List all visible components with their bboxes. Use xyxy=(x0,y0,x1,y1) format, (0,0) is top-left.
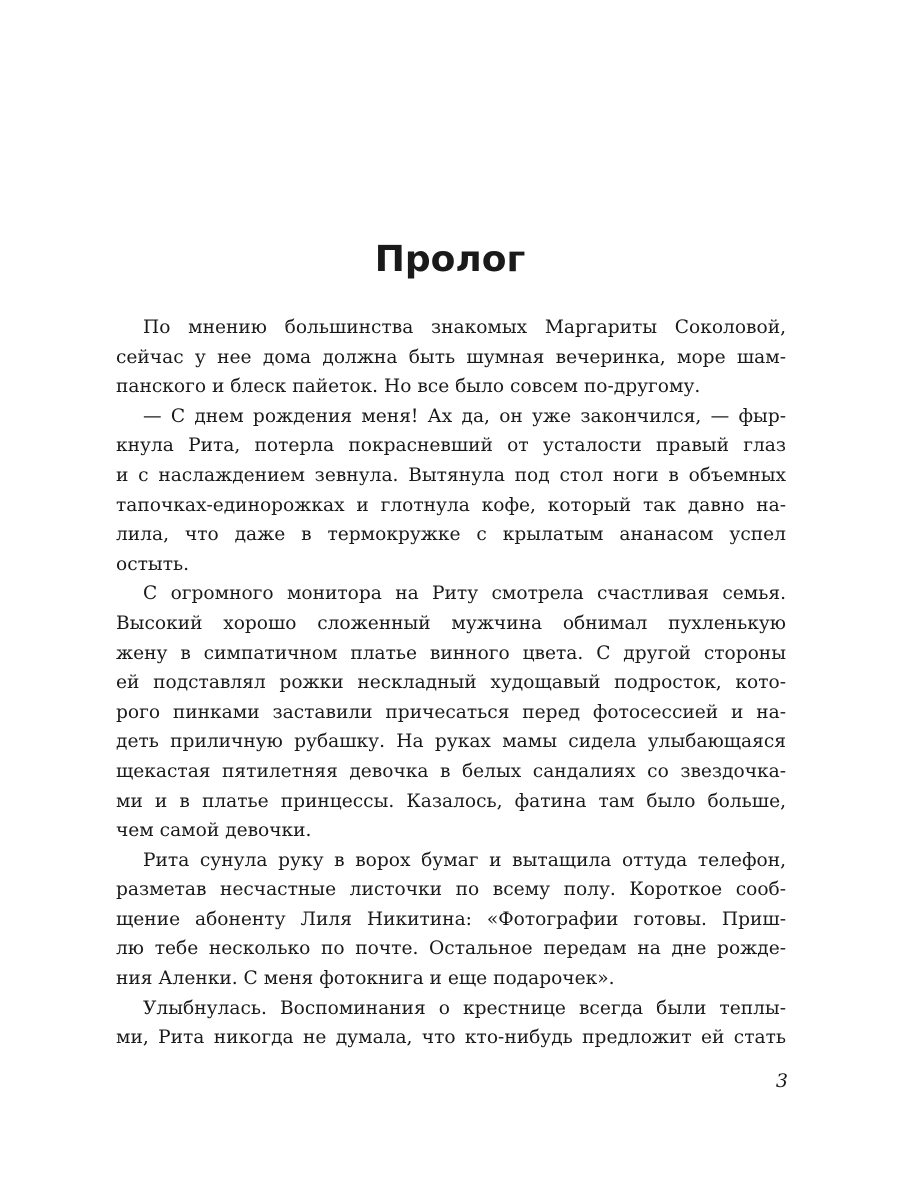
text-line: и с наслаждением зевнула. Вытянула под стол ноги в объемных xyxy=(116,464,786,486)
text-line: ми, Рита никогда не думала, что кто-нибудь предложит ей стать xyxy=(116,1027,786,1049)
text-line: Высокий хорошо сложенный мужчина обнимал пухленькую xyxy=(116,612,786,634)
text-line: щение абоненту Лиля Никитина: «Фотографии готовы. Приш- xyxy=(116,908,786,930)
text-line: остыть. xyxy=(116,553,190,575)
text-line: тапочках-единорожках и глотнула кофе, который так давно на- xyxy=(116,494,786,516)
page-number: 3 xyxy=(775,1070,788,1092)
text-line: — С днем рождения меня! Ах да, он уже закончился, — фыр- xyxy=(143,405,786,427)
text-line: ей подставлял рожки нескладный худощавый подросток, кото- xyxy=(116,672,786,694)
text-line: лю тебе несколько по почте. Остальное передам на дне рожде- xyxy=(116,938,786,960)
text-line: разметав несчастные листочки по всему полу. Короткое сооб- xyxy=(116,879,786,901)
chapter-title: Пролог xyxy=(374,239,526,280)
body-text xyxy=(116,313,786,1053)
text-line: Улыбнулась. Воспоминания о крестнице всегда были теплы- xyxy=(143,997,786,1019)
text-line: сейчас у нее дома должна быть шумная вечеринка, море шам- xyxy=(116,346,786,368)
text-line: жену в симпатичном платье винного цвета. С другой стороны xyxy=(116,642,786,664)
text-line: чем самой девочки. xyxy=(116,820,312,842)
text-line: рого пинками заставили причесаться перед фотосессией и на- xyxy=(116,701,786,723)
text-line: По мнению большинства знакомых Маргариты Соколовой, xyxy=(143,317,786,338)
text-line: панского и блеск пайеток. Но все было совсем по-другому. xyxy=(116,376,701,398)
text-line: С огромного монитора на Риту смотрела счастливая семья. xyxy=(143,583,786,605)
text-line: щекастая пятилетняя девочка в белых сандалиях со звездочка- xyxy=(116,760,786,782)
text-line: ния Аленки. С меня фотокнига и еще подарочек». xyxy=(116,968,615,990)
text-line: Рита сунула руку в ворох бумаг и вытащила оттуда телефон, xyxy=(143,849,786,871)
text-line: ми и в платье принцессы. Казалось, фатина там было больше, xyxy=(116,790,786,812)
text-line: кнула Рита, потерла покрасневший от усталости правый глаз xyxy=(116,435,786,457)
text-line: лила, что даже в термокружке с крылатым ананасом успел xyxy=(116,524,786,546)
text-line: деть приличную рубашку. На руках мамы сидела улыбающаяся xyxy=(116,731,786,753)
